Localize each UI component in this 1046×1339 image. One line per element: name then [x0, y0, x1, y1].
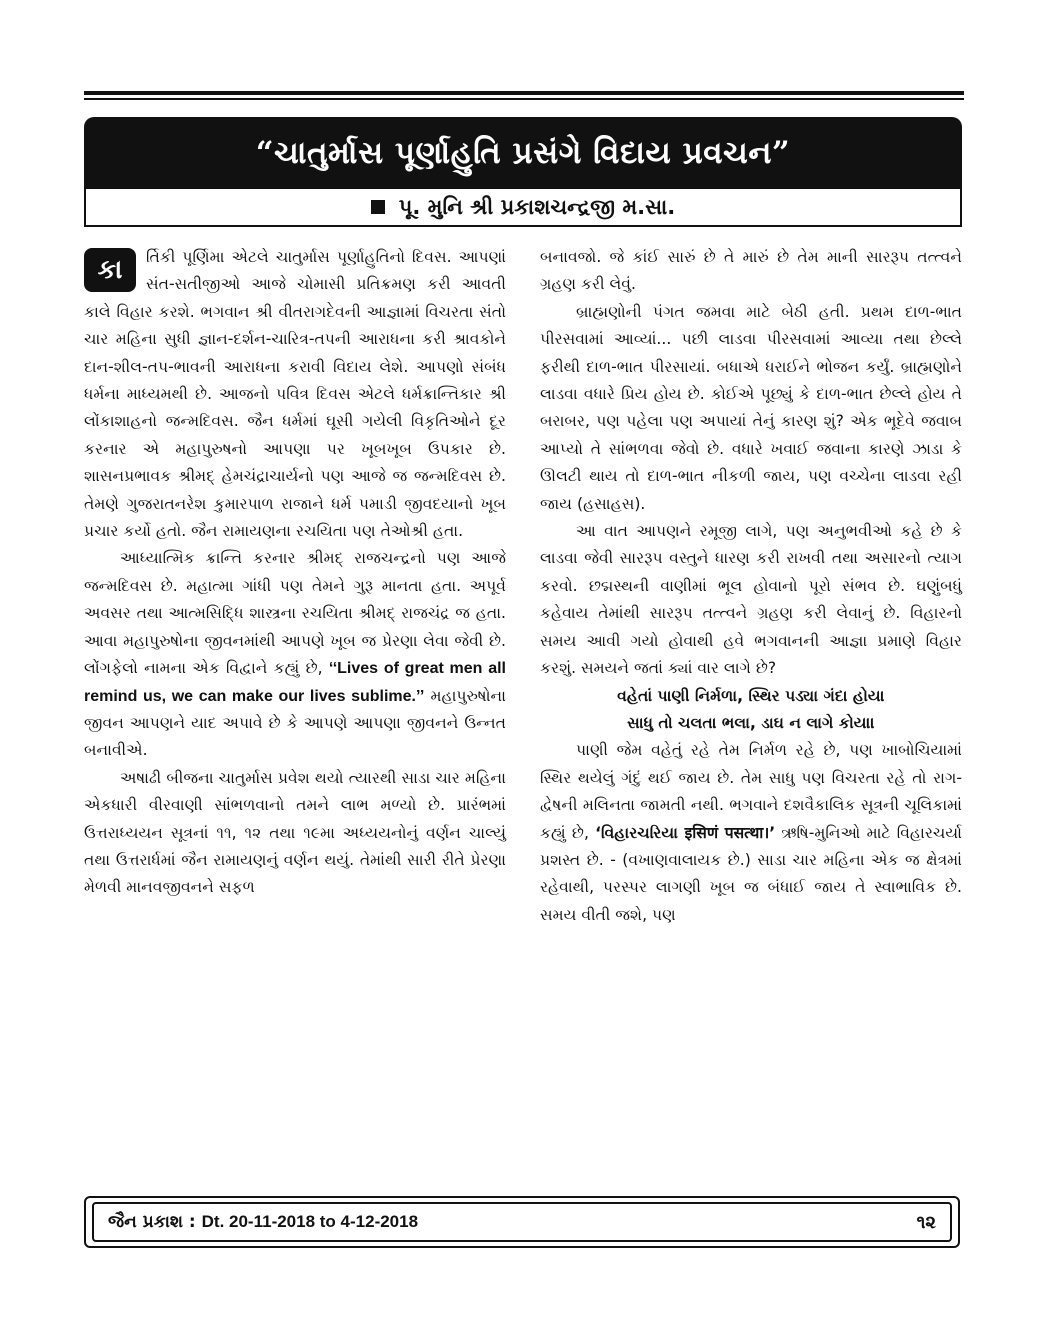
- paragraph-text: પાણી જેમ વહેતું રહે તેમ નિર્મળ રહે છે, પણ ખાબોચિયામાં સ્થિર થયેલું ગંદું થઈ જાય છે. તેમ સાધુ પણ વિચરતા રહે તો રાગ-દ્વેષની મલિનતા જામતી નથી. ભગવાને દશવૈકાલિક સૂત્રની ચૂલિકામાં કહ્યું છે,: [540, 741, 962, 842]
- paragraph-text: ઋષિ-મુનિઓ માટે વિહારચર્યા પ્રશસ્ત છે. - (વખાણવાલાયક છે.) સાડા ચાર મહિના એક જ ક્ષેત્રમાં રહેવાથી, પરસ્પર લાગણી ખૂબ જ બંધાઈ જાય તે સ્વાભાવિક છે. સમય વીતી જશે, પણ: [540, 823, 962, 924]
- author-bar: [84, 189, 962, 227]
- publication-name: જૈન પ્રકાશ: [108, 1212, 183, 1232]
- drop-cap: કા: [84, 248, 136, 292]
- footer-left: [108, 1212, 418, 1232]
- paragraph: બનાવજો. જે કાંઈ સારું છે તે મારું છે તેમ માની સારરૂપ તત્ત્વને ગ્રહણ કરી લેવું.: [540, 248, 962, 294]
- english-quote: ‘‘Lives of great men all remind us, we can make our lives sublime.’’: [84, 660, 506, 705]
- paragraph: બ્રાહ્મણોની પંગત જમવા માટે બેઠી હતી. પ્રથમ દાળ-ભાત પીરસવામાં આવ્યાં... પછી લાડવા પીરસવામાં આવ્યા તથા છેલ્લે ફરીથી દાળ-ભાત પીરસાયાં. બધાએ ધરાઈને ભોજન કર્યું. બ્રાહ્મણોને લાડવા વધારે પ્રિય હોય છે. કોઈએ પૂછ્યું કે દાળ-ભાત છેલ્લે હોય તે બરાબર, પણ પહેલા પણ અપાયાં તેનું કારણ શું? એક ભૂદેવે જવાબ આપ્યો તે સાંભળવા જેવો છે. વધારે ખવાઈ જવાના કારણે ઝાડા કે ઊલટી થાય તો દાળ-ભાત નીકળી જાય, પણ વચ્ચેના લાડવા રહી જાય (હસાહસ).: [540, 302, 962, 513]
- left-column: [84, 244, 506, 902]
- issue-date: Dt. 20-11-2018 to 4-12-2018: [201, 1212, 419, 1231]
- sutra-quote: ‘વિહારચરિયા इसिणं पसत्था।’: [595, 823, 776, 842]
- footer-box: [84, 1196, 960, 1248]
- paragraph: અષાઢી બીજના ચાતુર્માસ પ્રવેશ થયો ત્યારથી સાડા ચાર મહિના એકધારી વીરવાણી સાંભળવાનો તમને લાભ મળ્યો છે. પ્રારંભમાં ઉત્તરાધ્યયન સૂત્રનાં ૧૧, ૧૨ તથા ૧૯મા અધ્યયનોનું વર્ણન ચાલ્યું તથા ઉત્તરાર્ધમાં જૈન રામાયણનું વર્ણન થયું. તેમાંથી સારી રીતે પ્રેરણા મેળવી માનવજીવનને સફળ: [84, 768, 506, 897]
- paragraph-text: ર્તિકી પૂર્ણિમા એટલે ચાતુર્માસ પૂર્ણાહુતિનો દિવસ. આપણાં સંત-સતીજીઓ આજે ચોમાસી પ્રતિક્રમણ કરી આવતી કાલે વિહાર કરશે. ભગવાન શ્રી વીતરાગદેવની આજ્ઞામાં વિચરતા સંતો ચાર મહિના સુધી જ્ઞાન-દર્શન-ચારિત્ર-તપની આરાધના કરી શ્રાવકોને દાન-શીલ-તપ-ભાવની આરાધના કરાવી વિદાય લેશે. આપણો સંબંધ ધર્મના માધ્યમથી છે. આજનો પવિત્ર દિવસ એટલે ધર્મક્રાન્તિકાર શ્રી લોંકાશાહનો જન્મદિવસ. જૈન ધર્મમાં ઘૂસી ગયેલી વિકૃતિઓને દૂર કરનાર એ મહાપુરુષનો આપણા પર ખૂબખૂબ ઉપકાર છે. શાસનપ્રભાવક શ્રીમદ્ હેમચંદ્રાચાર્યનો પણ આજે જ જન્મદિવસ છે. તેમણે ગુજરાતનરેશ કુમારપાળ રાજાને ધર્મ પમાડી જીવદયાનો ખૂબ પ્રચાર કર્યો હતો. જૈન રામાયણના રચયિતા પણ તેઓશ્રી હતા.: [84, 248, 506, 541]
- paragraph-text: મહાપુરુષોના જીવન આપણને યાદ અપાવે છે કે આપણે આપણા જીવનને ઉન્નત બનાવીએ.: [84, 686, 506, 760]
- paragraph: [540, 737, 962, 929]
- paragraph: [84, 244, 506, 545]
- right-column: [540, 244, 962, 929]
- page-number: ૧૨: [916, 1211, 936, 1233]
- couplet-line-2: સાધુ તો ચલતા ભલા, ડાઘ ન લાગે કોય।।: [627, 713, 875, 732]
- footer-inner: [92, 1202, 952, 1242]
- paragraph: આ વાત આપણને રમૂજી લાગે, પણ અનુભવીઓ કહે છે કે લાડવા જેવી સારરૂપ વસ્તુને ધારણ કરી રાખવી તથા અસારનો ત્યાગ કરવો. છદ્મસ્થની વાણીમાં ભૂલ હોવાનો પૂરો સંભવ છે. ઘણુંબધું કહેવાય તેમાંથી સારરૂપ તત્ત્વને ગ્રહણ કરી લેવાનું છે. વિહારનો સમય આવી ગયો હોવાથી હવે ભગવાનની આજ્ઞા પ્રમાણે વિહાર કરશું. સમયને જતાં ક્યાં વાર લાગે છે?: [540, 522, 962, 678]
- footer-separator: :: [188, 1212, 196, 1232]
- top-rule-thick: [84, 91, 964, 95]
- title-banner: [84, 117, 962, 189]
- paragraph-text: આધ્યાત્મિક ક્રાન્તિ કરનાર શ્રીમદ્ રાજચન્દ્રનો પણ આજે જન્મદિવસ છે. મહાત્મા ગાંધી પણ તેમને ગુરૂ માનતા હતા. અપૂર્વ અવસર તથા આત્મસિદ્ધિ શાસ્ત્રના રચયિતા શ્રીમદ્ રાજચંદ્ર જ હતા. આવા મહાપુરુષોના જીવનમાંથી આપણે ખૂબ જ પ્રેરણા લેવા જેવી છે. લોંગફેલો નામના એક વિદ્વાને કહ્યું છે,: [84, 549, 506, 678]
- square-bullet-icon: [371, 200, 385, 214]
- top-rule-thin: [84, 98, 964, 100]
- couplet-line-1: વહેતાં પાણી નિર્મળા, સ્થિર પડ્યા ગંદા હોય।: [617, 686, 885, 705]
- author-name: પૂ. મુનિ શ્રી પ્રકાશચન્દ્રજી મ.સા.: [398, 194, 676, 219]
- paragraph: [84, 545, 506, 764]
- article-title: “ચાતુર્માસ પૂર્ણાહુતિ પ્રસંગે વિદાય પ્રવચન”: [255, 134, 791, 171]
